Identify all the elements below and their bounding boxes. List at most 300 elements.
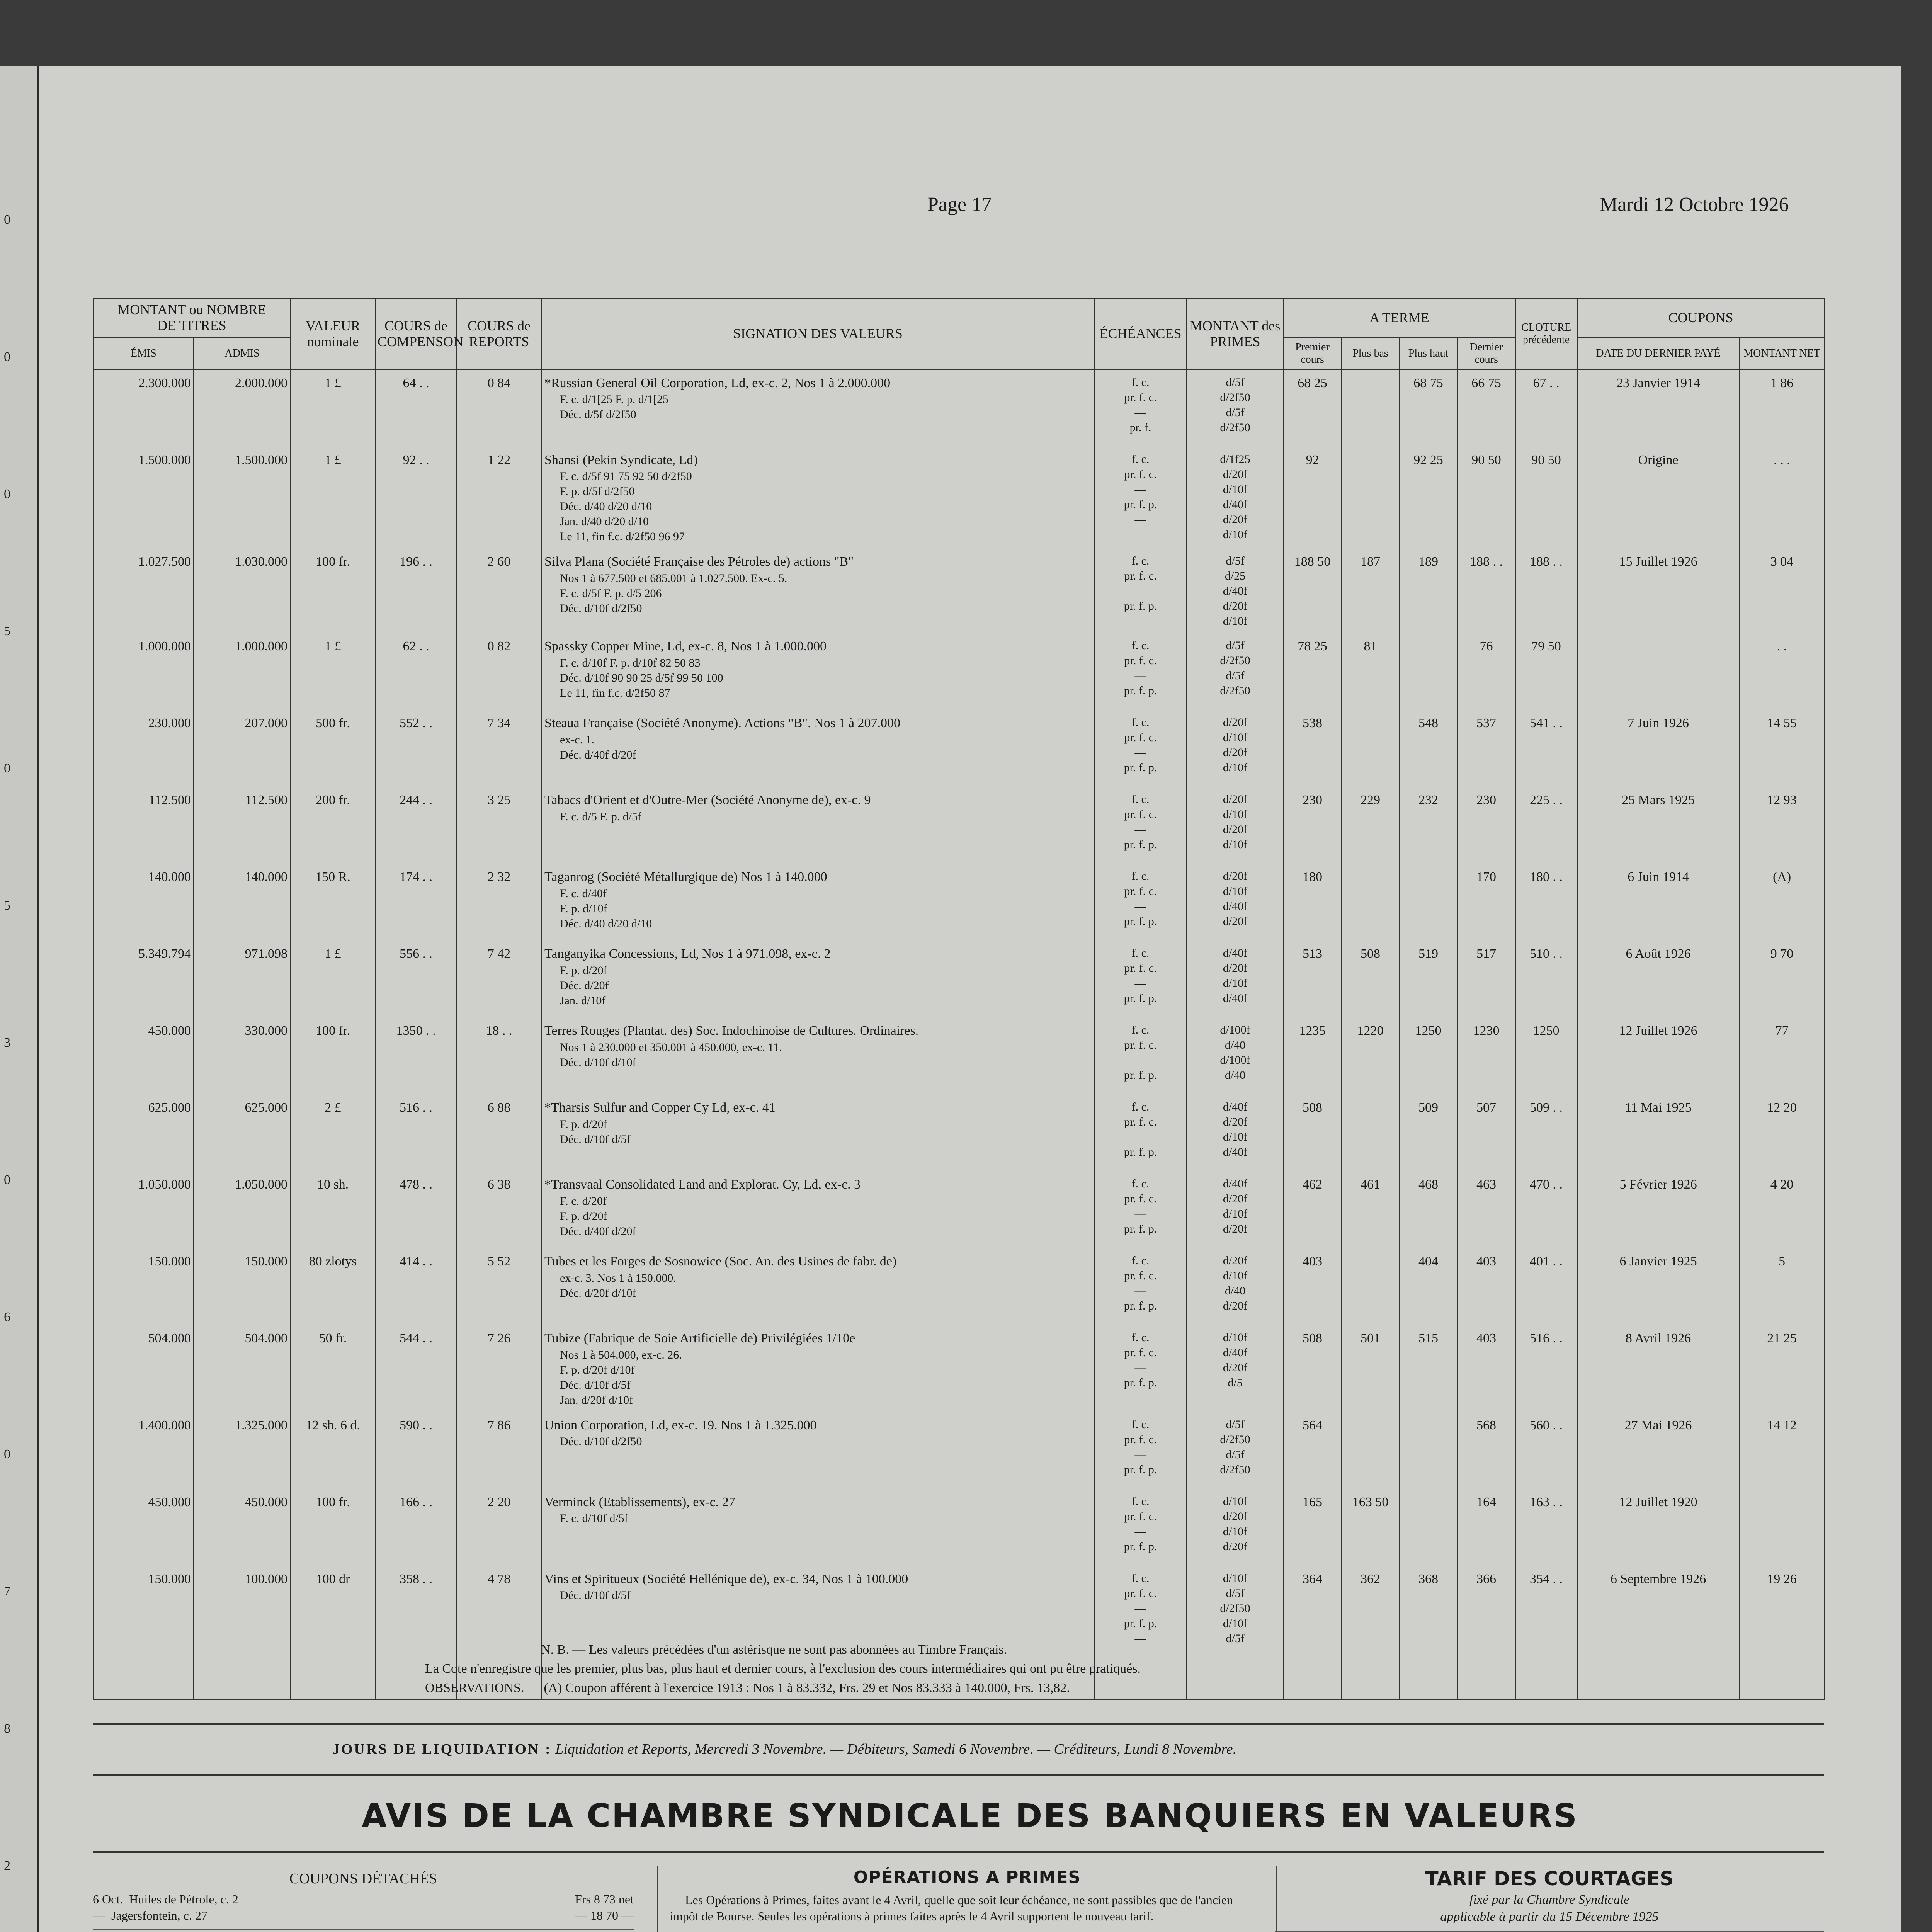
prime-line: d/10f [1223, 731, 1248, 744]
echeance-line: f. c. [1131, 1254, 1150, 1267]
designation-detail: Déc. d/10f d/2f50 [560, 1435, 642, 1448]
cell-plus-haut: 404 [1400, 1248, 1458, 1325]
header-echeances: ÉCHÉANCES [1094, 298, 1187, 370]
designation-name: Union Corporation, Ld, ex-c. 19. Nos 1 à 1.325.000 [544, 1418, 817, 1432]
table-row [94, 1095, 1825, 1172]
prime-line: d/40f [1223, 1346, 1248, 1359]
middle-column [657, 1866, 1277, 1932]
prime-line: d/20f [1223, 716, 1248, 729]
echeance-line: pr. f. c. [1124, 1346, 1157, 1359]
designation-detail: Nos 1 à 230.000 et 350.001 à 450.000, ex-c. 11. [560, 1041, 782, 1054]
cell-echeances [1094, 1095, 1187, 1172]
cell-cloture: 541 . . [1515, 710, 1577, 787]
echeance-line: — [1134, 406, 1146, 419]
cell-echeances [1094, 864, 1187, 941]
echeance-line: pr. f. c. [1124, 570, 1157, 583]
prime-line: d/10f [1223, 1131, 1248, 1144]
echeance-line: f. c. [1131, 1024, 1150, 1037]
cell-designation [542, 710, 1094, 787]
echeance-line: — [1134, 1208, 1146, 1221]
cell-date-paye: 6 Janvier 1925 [1577, 1248, 1740, 1325]
designation-detail: F. c. d/5 F. p. d/5f [560, 810, 642, 823]
cell-primes [1187, 1248, 1284, 1325]
cell-emis: 150.000 [94, 1248, 194, 1325]
prime-line: d/20f [1223, 1116, 1248, 1129]
prime-line: d/100f [1220, 1054, 1250, 1067]
cell-admis: 625.000 [194, 1095, 291, 1172]
cell-cloture: 354 . . [1515, 1566, 1577, 1651]
echeance-line: — [1134, 1602, 1146, 1615]
cell-dernier: 164 [1458, 1489, 1515, 1566]
cell-cours-reports: 0 82 [457, 633, 542, 710]
cell-valeur: 80 zlotys [291, 1248, 376, 1325]
echeance-line: pr. f. p. [1124, 684, 1157, 697]
cell-primes [1187, 1325, 1284, 1412]
cell-designation [542, 1248, 1094, 1325]
operations-primes-title: OPÉRATIONS A PRIMES [853, 1867, 1081, 1887]
cell-cloture: 163 . . [1515, 1489, 1577, 1566]
cell-premier: 1235 [1284, 1018, 1342, 1095]
cell-designation [542, 1412, 1094, 1489]
cell-premier: 188 50 [1284, 549, 1342, 633]
cell-cours-reports: 7 26 [457, 1325, 542, 1412]
cell-plus-bas: 163 50 [1342, 1489, 1400, 1566]
edge-digit: 0 [4, 350, 10, 364]
cell-plus-bas: 508 [1342, 941, 1400, 1018]
cell-montant-net: 3 04 [1740, 549, 1825, 633]
designation-detail: Déc. d/10f d/10f [560, 1056, 636, 1069]
cell-cloture: 188 . . [1515, 549, 1577, 633]
divider [93, 1851, 1824, 1853]
echeance-line: pr. f. p. [1124, 838, 1157, 851]
cell-dernier: 517 [1458, 941, 1515, 1018]
liquidation-text: Liquidation et Reports, Mercredi 3 Novembre. — Débiteurs, Samedi 6 Novembre. — Créditeurs, Lundi 8 Novembre. [555, 1741, 1237, 1757]
echeance-line: pr. f. c. [1124, 1587, 1157, 1600]
prime-line: d/10f [1223, 1525, 1248, 1538]
designation-detail: Déc. d/10f d/5f [560, 1378, 631, 1391]
cell-admis: 1.000.000 [194, 633, 291, 710]
cell-emis: 5.349.794 [94, 941, 194, 1018]
prime-line: d/20f [1223, 870, 1248, 883]
cell-dernier: 366 [1458, 1566, 1515, 1651]
echeance-line: pr. f. c. [1124, 1510, 1157, 1523]
edge-digit: 2 [4, 1859, 10, 1873]
edge-digit: 5 [4, 898, 10, 913]
cell-admis: 1.050.000 [194, 1172, 291, 1248]
cell-plus-haut: 189 [1400, 549, 1458, 633]
echeance-line: pr. f. c. [1124, 391, 1157, 404]
prime-line: d/20f [1223, 468, 1248, 481]
echeance-line: — [1134, 900, 1146, 913]
header-signation: SIGNATION DES VALEURS [542, 298, 1094, 370]
cell-admis: 140.000 [194, 864, 291, 941]
cell-cours-comp: 556 . . [376, 941, 457, 1018]
header-cours-reports: COURS de REPORTS [457, 298, 542, 370]
cell-plus-haut: 92 25 [1400, 447, 1458, 549]
cell-primes [1187, 787, 1284, 864]
prime-line: d/40 [1225, 1039, 1246, 1052]
cell-plus-bas: 501 [1342, 1325, 1400, 1412]
cell-echeances [1094, 1489, 1187, 1566]
prime-line: d/1f25 [1220, 453, 1250, 466]
cell-designation [542, 447, 1094, 549]
cell-date-paye: Origine [1577, 447, 1740, 549]
echeance-line: f. c. [1131, 1418, 1150, 1431]
echeance-line: pr. f. c. [1124, 808, 1157, 821]
cell-cours-comp: 544 . . [376, 1325, 457, 1412]
prime-line: d/40f [1223, 585, 1248, 598]
edge-digit: 0 [4, 761, 10, 776]
echeance-line: f. c. [1131, 716, 1150, 729]
echeance-line: f. c. [1131, 1100, 1150, 1114]
cell-montant-net: 12 93 [1740, 787, 1825, 864]
prime-line: d/40f [1223, 1177, 1248, 1190]
cell-premier: 508 [1284, 1325, 1342, 1412]
cell-montant-net: 14 55 [1740, 710, 1825, 787]
cell-primes [1187, 710, 1284, 787]
designation-detail: F. c. d/1[25 F. p. d/1[25 [560, 393, 669, 406]
right-column [1275, 1866, 1824, 1932]
prime-line: d/2f50 [1220, 391, 1250, 404]
echeance-line: — [1134, 1131, 1146, 1144]
cell-emis: 2.300.000 [94, 370, 194, 447]
note-cote: La Cote n'enregistre que les premier, plus bas, plus haut et dernier cours, à l'exclusion des cours intermédiaires qui ont pu être pratiqués. [425, 1662, 1141, 1676]
cell-dernier: 90 50 [1458, 447, 1515, 549]
cell-designation [542, 1325, 1094, 1412]
cell-plus-haut: 515 [1400, 1325, 1458, 1412]
cell-emis: 1.050.000 [94, 1172, 194, 1248]
echeance-line: — [1134, 1525, 1146, 1538]
cell-premier: 78 25 [1284, 633, 1342, 710]
cell-plus-haut [1400, 1489, 1458, 1566]
prime-line: d/25 [1225, 570, 1246, 583]
echeance-line: pr. f. p. [1124, 1540, 1157, 1553]
cell-primes [1187, 1018, 1284, 1095]
prime-line: d/10f [1223, 885, 1248, 898]
cell-date-paye: 11 Mai 1925 [1577, 1095, 1740, 1172]
designation-detail: Jan. d/40 d/20 d/10 [560, 515, 649, 528]
divider [93, 1774, 1824, 1776]
left-column [93, 1866, 634, 1932]
cell-cours-reports: 7 34 [457, 710, 542, 787]
cell-cours-comp: 590 . . [376, 1412, 457, 1489]
designation-detail: Jan. d/20f d/10f [560, 1393, 633, 1406]
cell-plus-bas: 187 [1342, 549, 1400, 633]
echeance-line: f. c. [1131, 1331, 1150, 1344]
table-row [94, 1325, 1825, 1412]
cell-cloture: 67 . . [1515, 370, 1577, 447]
cell-date-paye: 12 Juillet 1920 [1577, 1489, 1740, 1566]
cell-primes [1187, 1566, 1284, 1651]
prime-line: d/5 [1228, 1376, 1243, 1389]
cell-montant-net: . . [1740, 633, 1825, 710]
cell-montant-net: (A) [1740, 864, 1825, 941]
prime-line: d/5f [1226, 406, 1245, 419]
cell-cours-comp: 166 . . [376, 1489, 457, 1566]
cell-cours-comp: 244 . . [376, 787, 457, 864]
cell-cours-comp: 414 . . [376, 1248, 457, 1325]
echeance-line: — [1134, 1054, 1146, 1067]
header-cloture: CLOTURE précédente [1515, 298, 1577, 370]
cell-cloture: 516 . . [1515, 1325, 1577, 1412]
coupon-line: — Jagersfontein, c. 27 — 18 70 — [93, 1908, 634, 1922]
cell-admis: 1.325.000 [194, 1412, 291, 1489]
echeance-line: f. c. [1131, 1177, 1150, 1190]
echeance-line: pr. f. c. [1124, 962, 1157, 975]
cell-primes [1187, 1489, 1284, 1566]
designation-detail: Déc. d/40f d/20f [560, 1225, 636, 1238]
cell-designation [542, 1095, 1094, 1172]
echeance-line: pr. f. p. [1124, 1146, 1157, 1159]
edge-digit: 0 [4, 487, 10, 501]
prime-line: d/5f [1226, 1448, 1245, 1461]
edge-digit: 0 [4, 1173, 10, 1187]
cell-plus-haut: 509 [1400, 1095, 1458, 1172]
cell-montant-net: 4 20 [1740, 1172, 1825, 1248]
cell-designation [542, 1172, 1094, 1248]
edge-digit: 3 [4, 1036, 10, 1050]
prime-line: d/2f50 [1220, 1602, 1250, 1615]
cell-dernier: 403 [1458, 1325, 1515, 1412]
cell-date-paye: 7 Juin 1926 [1577, 710, 1740, 787]
echeance-line: f. c. [1131, 453, 1150, 466]
header-coupons: COUPONS [1577, 298, 1825, 338]
echeance-line: — [1134, 823, 1146, 836]
designation-name: Shansi (Pekin Syndicate, Ld) [544, 453, 698, 468]
cell-cours-comp: 174 . . [376, 864, 457, 941]
cell-plus-bas: 81 [1342, 633, 1400, 710]
designation-detail: F. c. d/10f F. p. d/10f 82 50 83 [560, 656, 701, 669]
designation-name: Spassky Copper Mine, Ld, ex-c. 8, Nos 1 à 1.000.000 [544, 639, 827, 654]
cell-echeances [1094, 1325, 1187, 1412]
cell-emis: 1.400.000 [94, 1412, 194, 1489]
cell-plus-haut [1400, 864, 1458, 941]
echeance-line: — [1134, 1632, 1146, 1645]
prime-line: d/20f [1223, 915, 1248, 928]
cell-designation [542, 549, 1094, 633]
cell-premier: 538 [1284, 710, 1342, 787]
header-plus-bas: Plus bas [1342, 337, 1400, 369]
cell-cours-reports: 7 86 [457, 1412, 542, 1489]
designation-detail: Déc. d/10f d/5f [560, 1133, 631, 1146]
divider [93, 1723, 1824, 1725]
cell-valeur: 1 £ [291, 941, 376, 1018]
cell-cours-reports: 0 84 [457, 370, 542, 447]
table-row [94, 941, 1825, 1018]
cell-date-paye: 12 Juillet 1926 [1577, 1018, 1740, 1095]
cell-date-paye [1577, 633, 1740, 710]
cell-dernier: 230 [1458, 787, 1515, 864]
cell-dernier: 403 [1458, 1248, 1515, 1325]
cell-montant-net: 12 20 [1740, 1095, 1825, 1172]
cell-montant-net [1740, 1489, 1825, 1566]
cell-date-paye: 6 Juin 1914 [1577, 864, 1740, 941]
echeance-line: f. c. [1131, 793, 1150, 806]
page-number: Page 17 [927, 194, 992, 216]
cell-date-paye: 15 Juillet 1926 [1577, 549, 1740, 633]
cell-valeur: 2 £ [291, 1095, 376, 1172]
prime-line: d/40 [1225, 1284, 1246, 1298]
cell-primes [1187, 1172, 1284, 1248]
cell-cloture: 1250 [1515, 1018, 1577, 1095]
echeance-line: — [1134, 977, 1146, 990]
prime-line: d/20f [1223, 1510, 1248, 1523]
coupons-detaches-title: COUPONS DÉTACHÉS [289, 1871, 437, 1887]
echeance-line: pr. f. c. [1124, 1433, 1157, 1446]
prime-line: d/40f [1223, 498, 1248, 511]
cell-admis: 330.000 [194, 1018, 291, 1095]
cell-plus-bas [1342, 1412, 1400, 1489]
prime-line: d/10f [1223, 838, 1248, 851]
prime-line: d/5f [1226, 1418, 1245, 1431]
cell-dernier: 76 [1458, 633, 1515, 710]
cell-echeances [1094, 1018, 1187, 1095]
table-row [94, 1248, 1825, 1325]
cell-dernier: 170 [1458, 864, 1515, 941]
cell-emis: 1.027.500 [94, 549, 194, 633]
cell-date-paye: 27 Mai 1926 [1577, 1412, 1740, 1489]
cell-admis: 2.000.000 [194, 370, 291, 447]
prime-line: d/5f [1226, 376, 1245, 389]
empty-cell [291, 1651, 376, 1699]
cell-dernier: 188 . . [1458, 549, 1515, 633]
cell-cours-reports: 2 60 [457, 549, 542, 633]
empty-cell [94, 1651, 194, 1699]
designation-name: Vins et Spiritueux (Société Hellénique de), ex-c. 34, Nos 1 à 100.000 [544, 1571, 908, 1586]
cell-emis: 450.000 [94, 1018, 194, 1095]
designation-name: Silva Plana (Société Française des Pétroles de) actions "B" [544, 554, 854, 569]
echeance-line: f. c. [1131, 1571, 1150, 1585]
cell-valeur: 150 R. [291, 864, 376, 941]
header-dernier: Dernier cours [1458, 337, 1515, 369]
designation-detail: F. p. d/20f [560, 1117, 607, 1131]
prime-line: d/10f [1223, 615, 1248, 628]
cell-plus-bas [1342, 370, 1400, 447]
cell-plus-haut: 519 [1400, 941, 1458, 1018]
cell-primes [1187, 941, 1284, 1018]
edge-digit: 6 [4, 1310, 10, 1324]
cell-cours-comp: 358 . . [376, 1566, 457, 1651]
cell-premier: 180 [1284, 864, 1342, 941]
note-observations: OBSERVATIONS. — (A) Coupon afférent à l'exercice 1913 : Nos 1 à 83.332, Frs. 29 et Nos 83.333 à 140.000, Frs. 13,82. [425, 1680, 1070, 1695]
prime-line: d/40f [1223, 1146, 1248, 1159]
designation-detail: Déc. d/20f [560, 979, 609, 992]
note-asterisk: N. B. — Les valeurs précédées d'un astérisque ne sont pas abonnées au Timbre Français. [541, 1643, 1007, 1657]
table-row [94, 1489, 1825, 1566]
designation-detail: F. p. d/20f [560, 1209, 607, 1223]
cell-plus-bas: 461 [1342, 1172, 1400, 1248]
cell-cloture: 180 . . [1515, 864, 1577, 941]
cell-valeur: 1 £ [291, 633, 376, 710]
header-plus-haut: Plus haut [1400, 337, 1458, 369]
echeance-line: — [1134, 1361, 1146, 1374]
cell-montant-net: 5 [1740, 1248, 1825, 1325]
cell-plus-bas: 362 [1342, 1566, 1400, 1651]
echeance-line: pr. f. c. [1124, 731, 1157, 744]
header-premier: Premier cours [1284, 337, 1342, 369]
table-row [94, 633, 1825, 710]
designation-detail: Jan. d/10f [560, 994, 606, 1007]
cell-valeur: 10 sh. [291, 1172, 376, 1248]
cell-emis: 1.000.000 [94, 633, 194, 710]
cell-echeances [1094, 370, 1187, 447]
cell-premier: 564 [1284, 1412, 1342, 1489]
cell-date-paye: 25 Mars 1925 [1577, 787, 1740, 864]
cell-emis: 450.000 [94, 1489, 194, 1566]
cell-emis: 1.500.000 [94, 447, 194, 549]
cell-date-paye: 6 Septembre 1926 [1577, 1566, 1740, 1651]
liquidation-label: JOURS DE LIQUIDATION : [332, 1741, 552, 1757]
cell-cours-reports: 2 32 [457, 864, 542, 941]
cell-dernier: 66 75 [1458, 370, 1515, 447]
echeance-line: pr. f. p. [1124, 1069, 1157, 1082]
echeance-line: f. c. [1131, 554, 1150, 568]
echeance-line: pr. f. c. [1124, 654, 1157, 667]
table-row [94, 1412, 1825, 1489]
cell-echeances [1094, 1566, 1187, 1651]
operations-primes-text: Les Opérations à Primes, faites avant le 4 Avril, quelle que soit leur échéance, ne sont passibles que de l'ancien impôt de Bourse. Seules les opérations à primes faites après le 4 Avril supportent le nouveau tarif. [670, 1893, 1233, 1923]
cell-valeur: 100 dr [291, 1566, 376, 1651]
cell-emis: 625.000 [94, 1095, 194, 1172]
designation-detail: F. p. d/5f d/2f50 [560, 485, 635, 498]
cell-admis: 1.500.000 [194, 447, 291, 549]
prime-line: d/20f [1223, 962, 1248, 975]
cell-primes [1187, 447, 1284, 549]
tarif-applicable: applicable à partir du 15 Décembre 1925 [1440, 1910, 1659, 1924]
page-date: Mardi 12 Octobre 1926 [1600, 194, 1789, 216]
echeance-line: — [1134, 746, 1146, 759]
cell-primes [1187, 370, 1284, 447]
designation-detail: Déc. d/20f d/10f [560, 1286, 636, 1299]
cell-dernier: 568 [1458, 1412, 1515, 1489]
cell-emis: 230.000 [94, 710, 194, 787]
designation-detail: Le 11, fin f.c. d/2f50 96 97 [560, 530, 685, 543]
newspaper-page [39, 66, 1901, 1932]
cell-admis: 450.000 [194, 1489, 291, 1566]
header-a-terme: A TERME [1284, 298, 1515, 338]
cell-cloture: 510 . . [1515, 941, 1577, 1018]
cell-cours-comp: 1350 . . [376, 1018, 457, 1095]
cell-emis: 150.000 [94, 1566, 194, 1651]
echeance-line: pr. f. p. [1124, 600, 1157, 613]
header-cours-comp: COURS de COMPENSON [376, 298, 457, 370]
cell-montant-net: 1 86 [1740, 370, 1825, 447]
prime-line: d/20f [1223, 1254, 1248, 1267]
cell-valeur: 200 fr. [291, 787, 376, 864]
echeance-line: f. c. [1131, 870, 1150, 883]
designation-name: Terres Rouges (Plantat. des) Soc. Indochinoise de Cultures. Ordinaires. [544, 1024, 919, 1038]
header-montant: MONTANT ou NOMBRE DE TITRES [94, 298, 291, 338]
cell-plus-bas [1342, 864, 1400, 941]
cell-dernier: 507 [1458, 1095, 1515, 1172]
cell-valeur: 1 £ [291, 370, 376, 447]
cell-emis: 140.000 [94, 864, 194, 941]
prime-line: d/40f [1223, 947, 1248, 960]
designation-detail: F. c. d/5f 91 75 92 50 d/2f50 [560, 470, 692, 483]
designation-detail: Déc. d/10f d/5f [560, 1588, 631, 1602]
cell-date-paye: 5 Février 1926 [1577, 1172, 1740, 1248]
echeance-line: pr. f. p. [1124, 1463, 1157, 1476]
avis-title: AVIS DE LA CHAMBRE SYNDICALE DES BANQUIERS EN VALEURS [361, 1797, 1578, 1835]
prime-line: d/10f [1223, 1208, 1248, 1221]
header-date-paye: DATE DU DERNIER PAYÉ [1577, 337, 1740, 369]
empty-cell [1740, 1651, 1825, 1699]
designation-detail: Nos 1 à 504.000, ex-c. 26. [560, 1348, 682, 1361]
designation-name: *Transvaal Consolidated Land and Explorat. Cy, Ld, ex-c. 3 [544, 1177, 861, 1192]
cell-primes [1187, 864, 1284, 941]
cell-cours-reports: 2 20 [457, 1489, 542, 1566]
cell-plus-bas [1342, 447, 1400, 549]
